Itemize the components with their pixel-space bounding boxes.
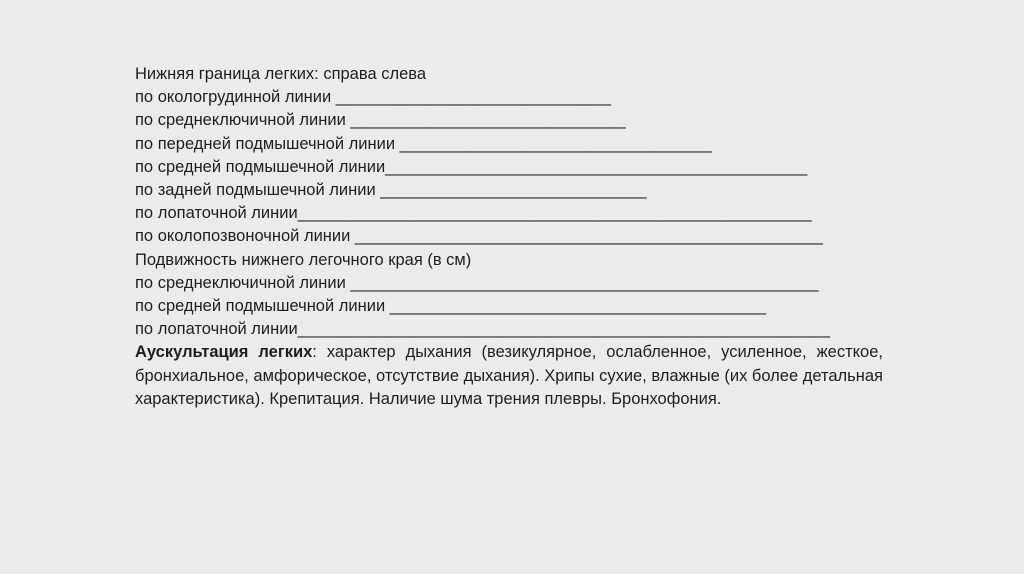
lung-lower-border-heading: Нижняя граница легких: справа слева (135, 65, 427, 83)
mobility-midclavicular-line-field: по среднеключичной линии ___________________________________________________ (135, 273, 819, 292)
parasternal-line-field: по окологрудинной линии ______________________________ (135, 88, 612, 107)
posterior-axillary-line-field: по задней подмышечной линии _____________________________ (135, 181, 647, 200)
scapular-line-field: по лопаточной линии________________________________________________________ (135, 204, 812, 223)
mobility-mid-axillary-line-field: по средней подмышечной линии _________________________________________ (135, 297, 766, 316)
auscultation-text: : характер дыхания (везикулярное, ослабленное, усиленное, жесткое, бронхиальное, амфорическое, отсутствие дыхания). Хрипы сухие, влажные (их более детальная характеристика). Крепитация. Наличие шума трения плевры. Бронхофония. (135, 343, 883, 408)
mobility-scapular-line-field: по лопаточной линии__________________________________________________________ (135, 320, 830, 339)
slide-content (135, 63, 885, 411)
mid-axillary-line-field: по средней подмышечной линии______________________________________________ (135, 157, 808, 176)
anterior-axillary-line-field: по передней подмышечной линии __________________________________ (135, 134, 712, 153)
lung-edge-mobility-heading: Подвижность нижнего легочного края (в см) (135, 250, 472, 269)
auscultation-heading: Аускультация легких (135, 343, 313, 362)
midclavicular-line-field: по среднеключичной линии ______________________________ (135, 111, 626, 130)
auscultation-paragraph (135, 341, 883, 411)
paravertebral-line-field: по околопозвоночной линии ___________________________________________________ (135, 227, 823, 246)
